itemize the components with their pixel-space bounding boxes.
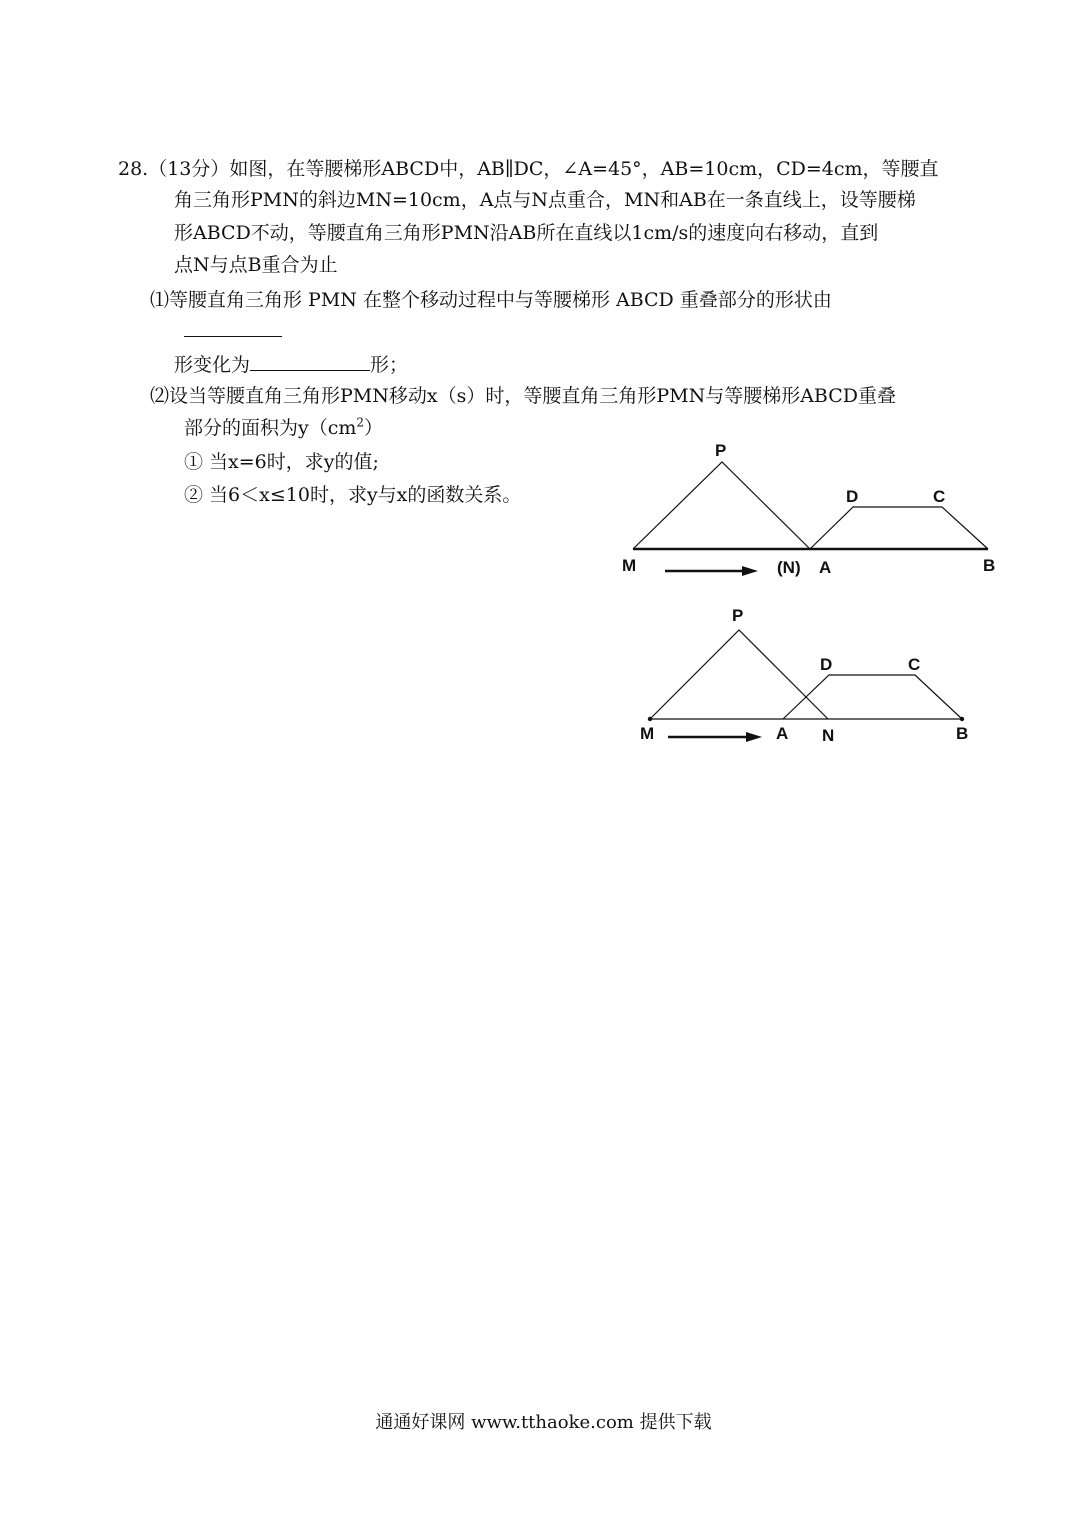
figure1-label-c: C bbox=[933, 487, 946, 506]
figure1-arrowhead-icon bbox=[742, 566, 758, 576]
problem-line-2: 角三角形PMN的斜边MN=10cm，A点与N点重合，MN和AB在一条直线上，设等腰梯 bbox=[174, 189, 916, 211]
figure2-label-c: C bbox=[908, 655, 921, 674]
part2-prefix: 部分的面积为y（cm bbox=[184, 417, 357, 439]
figure1-label-d: D bbox=[846, 487, 859, 506]
part1-question: ⑴等腰直角三角形 PMN 在整个移动过程中与等腰梯形 ABCD 重叠部分的形状由 bbox=[150, 289, 832, 311]
figure2-label-d: D bbox=[820, 655, 833, 674]
figure2-triangle bbox=[650, 630, 828, 719]
part1-suffix: 形； bbox=[370, 354, 409, 376]
figure2-label-n: N bbox=[822, 726, 835, 745]
part2-sub-question-2: ② 当6＜x≤10时，求y与x的函数关系。 bbox=[184, 484, 522, 506]
figure1-label-n: (N) bbox=[777, 558, 801, 577]
figure-1 bbox=[633, 462, 988, 576]
part2-suffix: ） bbox=[364, 417, 384, 439]
figure2-label-p: P bbox=[732, 606, 744, 625]
part2-question: ⑵设当等腰直角三角形PMN移动x（s）时，等腰直角三角形PMN与等腰梯形ABCD重叠 bbox=[150, 385, 897, 407]
figure2-label-a: A bbox=[776, 724, 789, 743]
figure-2 bbox=[648, 630, 964, 742]
figure1-trapezoid bbox=[810, 507, 988, 549]
figure1-label-p: P bbox=[715, 441, 727, 460]
figure2-label-b: B bbox=[956, 724, 969, 743]
figure1-label-a: A bbox=[819, 558, 832, 577]
figure1-label-m: M bbox=[622, 556, 637, 575]
figure2-label-m: M bbox=[640, 724, 655, 743]
figure1-triangle bbox=[633, 462, 810, 549]
figure2-point-b bbox=[960, 717, 964, 721]
problem-line-1: 28.（13分）如图，在等腰梯形ABCD中，AB∥DC，∠A=45°，AB=10cm，CD=4cm，等腰直 bbox=[118, 158, 939, 180]
part2-sub-question-1: ① 当x=6时，求y的值; bbox=[184, 451, 379, 473]
figure2-arrowhead-icon bbox=[746, 732, 762, 742]
figure2-trapezoid bbox=[783, 675, 962, 719]
problem-line-4: 点N与点B重合为止 bbox=[174, 254, 338, 276]
figure2-point-m bbox=[648, 717, 652, 721]
problem-line-3: 形ABCD不动，等腰直角三角形PMN沿AB所在直线以1cm/s的速度向右移动，直到 bbox=[174, 222, 879, 244]
figure1-label-b: B bbox=[983, 556, 996, 575]
page-footer: 通通好课网 www.tthaoke.com 提供下载 bbox=[375, 1412, 712, 1433]
part1-prefix: 形变化为 bbox=[174, 354, 251, 376]
part2-superscript: 2 bbox=[356, 415, 365, 430]
